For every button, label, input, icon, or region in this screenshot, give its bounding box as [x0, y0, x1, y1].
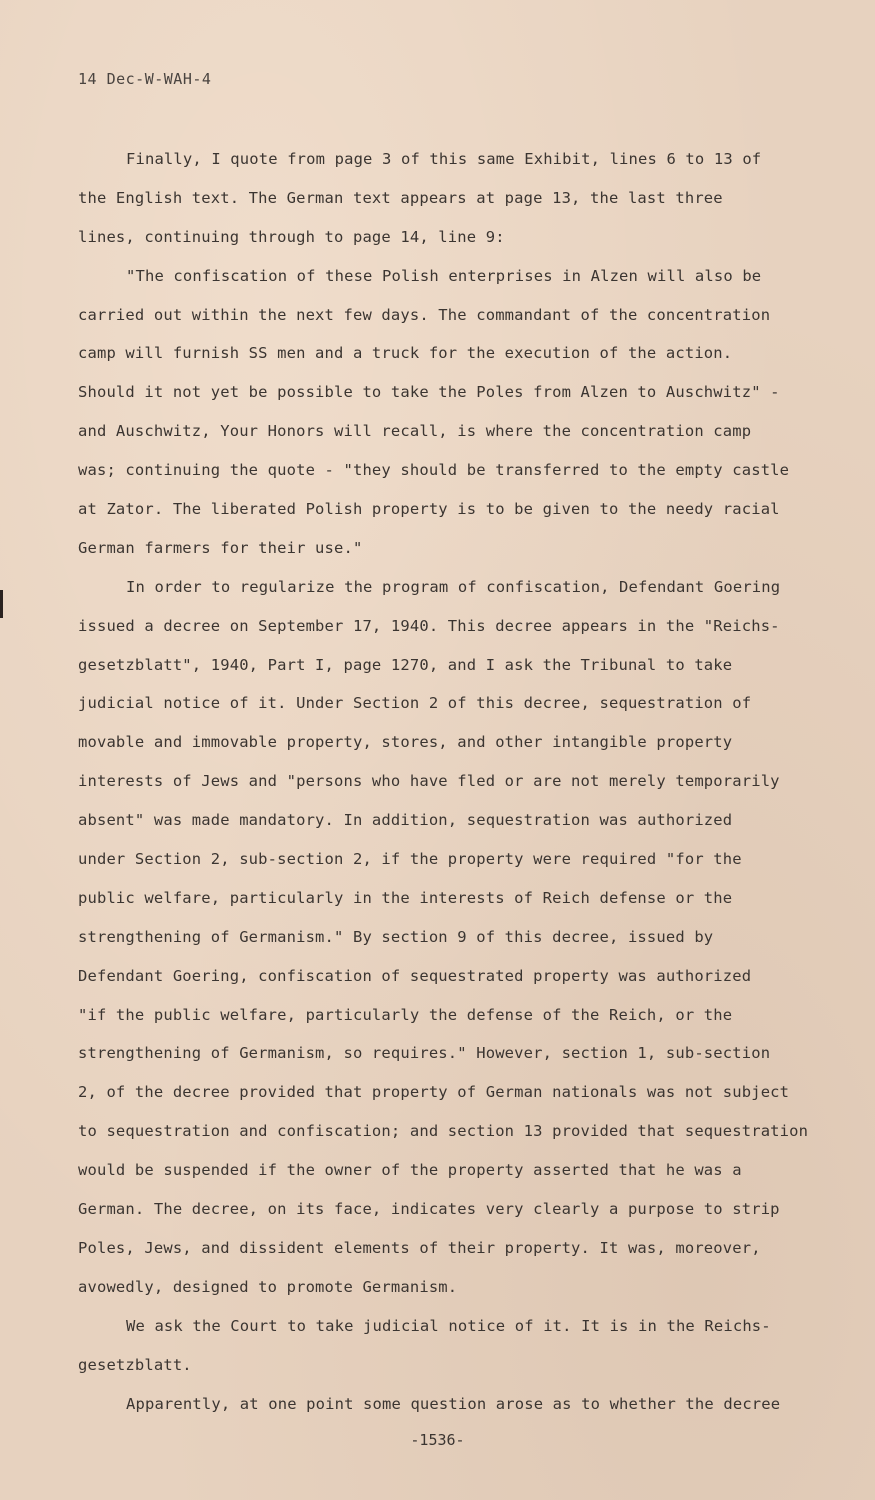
text-line: In order to regularize the program of confiscation, Defendant Goering [126, 577, 781, 596]
text-line: gesetzblatt", 1940, Part I, page 1270, and I ask the Tribunal to take [78, 655, 733, 674]
document-header: 14 Dec-W-WAH-4 [78, 70, 212, 88]
text-line: avowedly, designed to promote Germanism. [78, 1277, 458, 1296]
scan-edge-mark [0, 590, 3, 618]
text-line: judicial notice of it. Under Section 2 of this decree, sequestration of [78, 694, 752, 713]
text-line: absent" was made mandatory. In addition, sequestration was authorized [78, 811, 733, 830]
text-line: "if the public welfare, particularly the defense of the Reich, or the [78, 1005, 733, 1024]
text-line: camp will furnish SS men and a truck for the execution of the action. [78, 344, 733, 363]
text-line: under Section 2, sub-section 2, if the property were required "for the [78, 850, 742, 869]
text-line: Apparently, at one point some question arose as to whether the decree [126, 1394, 781, 1413]
text-line: at Zator. The liberated Polish property is to be given to the needy racial [78, 500, 780, 519]
text-line: German. The decree, on its face, indicates very clearly a purpose to strip [78, 1200, 780, 1219]
text-line: the English text. The German text appears at page 13, the last three [78, 188, 723, 207]
text-line: would be suspended if the owner of the property asserted that he was a [78, 1161, 742, 1180]
document-body [78, 140, 838, 1423]
text-line: movable and immovable property, stores, and other intangible property [78, 733, 733, 752]
text-line: strengthening of Germanism." By section 9 of this decree, issued by [78, 927, 714, 946]
text-line: "The confiscation of these Polish enterprises in Alzen will also be [126, 266, 762, 285]
text-line: Defendant Goering, confiscation of sequestrated property was authorized [78, 966, 752, 985]
text-line: 2, of the decree provided that property of German nationals was not subject [78, 1083, 790, 1102]
text-line: Poles, Jews, and dissident elements of their property. It was, moreover, [78, 1238, 761, 1257]
text-line: public welfare, particularly in the interests of Reich defense or the [78, 888, 733, 907]
text-line: lines, continuing through to page 14, line 9: [78, 227, 505, 246]
text-line: to sequestration and confiscation; and section 13 provided that sequestration [78, 1122, 809, 1141]
text-line: strengthening of Germanism, so requires." However, section 1, sub-section [78, 1044, 771, 1063]
text-line: gesetzblatt. [78, 1355, 192, 1374]
text-line: issued a decree on September 17, 1940. This decree appears in the "Reichs- [78, 616, 780, 635]
text-line: carried out within the next few days. The commandant of the concentration [78, 305, 771, 324]
text-line: was; continuing the quote - "they should be transferred to the empty castle [78, 461, 790, 480]
text-line: and Auschwitz, Your Honors will recall, is where the concentration camp [78, 422, 752, 441]
text-line: We ask the Court to take judicial notice of it. It is in the Reichs- [126, 1316, 771, 1335]
page-number: -1536- [410, 1431, 465, 1449]
text-line: German farmers for their use." [78, 538, 363, 557]
text-line: Should it not yet be possible to take the Poles from Alzen to Auschwitz" - [78, 383, 780, 402]
text-line: Finally, I quote from page 3 of this same Exhibit, lines 6 to 13 of [126, 150, 762, 168]
text-line: interests of Jews and "persons who have fled or are not merely temporarily [78, 772, 780, 791]
